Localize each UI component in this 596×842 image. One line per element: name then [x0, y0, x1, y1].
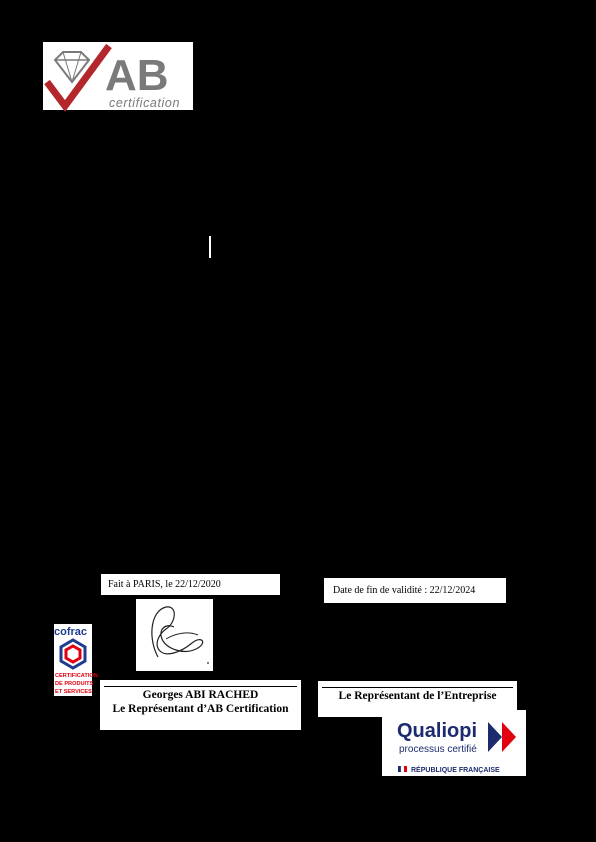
- signatory-name: Georges ABI RACHED: [142, 689, 259, 701]
- cofrac-caption-2: DE PRODUITS: [55, 681, 94, 687]
- signature-image: [136, 599, 213, 671]
- qualiopi-logo-graphic: [382, 710, 526, 776]
- cofrac-logo: [54, 624, 98, 696]
- cofrac-wordmark: cofrac: [54, 626, 88, 638]
- ab-certification-logo: [43, 42, 193, 110]
- handwritten-signature: [136, 599, 213, 671]
- validity-date-text: Date de fin de validité : 22/12/2024: [333, 585, 476, 596]
- signatory-role: Le Représentant d’AB Certification: [112, 703, 289, 715]
- qualiopi-republic-label: RÉPUBLIQUE FRANÇAISE: [411, 767, 500, 774]
- enterprise-rule: [322, 687, 513, 688]
- ab-logo-letters: AB: [105, 51, 169, 100]
- cofrac-caption-3: ET SERVICES: [55, 689, 92, 695]
- signatory-box: [100, 680, 301, 730]
- qualiopi-wordmark: Qualiopi: [397, 720, 477, 742]
- cofrac-logo-graphic: [54, 624, 98, 696]
- ab-logo-graphic: [43, 42, 193, 110]
- text-cursor: [209, 236, 211, 258]
- place-date-box: [101, 574, 280, 595]
- ab-logo-tagline: certification: [109, 96, 181, 110]
- cofrac-caption-1: CERTIFICATION: [55, 673, 98, 679]
- place-date-text: Fait à PARIS, le 22/12/2020: [108, 579, 221, 590]
- qualiopi-subtitle: processus certifié: [399, 744, 477, 755]
- enterprise-representative-label: Le Représentant de l’Entreprise: [338, 690, 497, 702]
- signatory-rule: [104, 686, 297, 687]
- qualiopi-logo: [382, 710, 526, 776]
- validity-date-box: [324, 578, 506, 603]
